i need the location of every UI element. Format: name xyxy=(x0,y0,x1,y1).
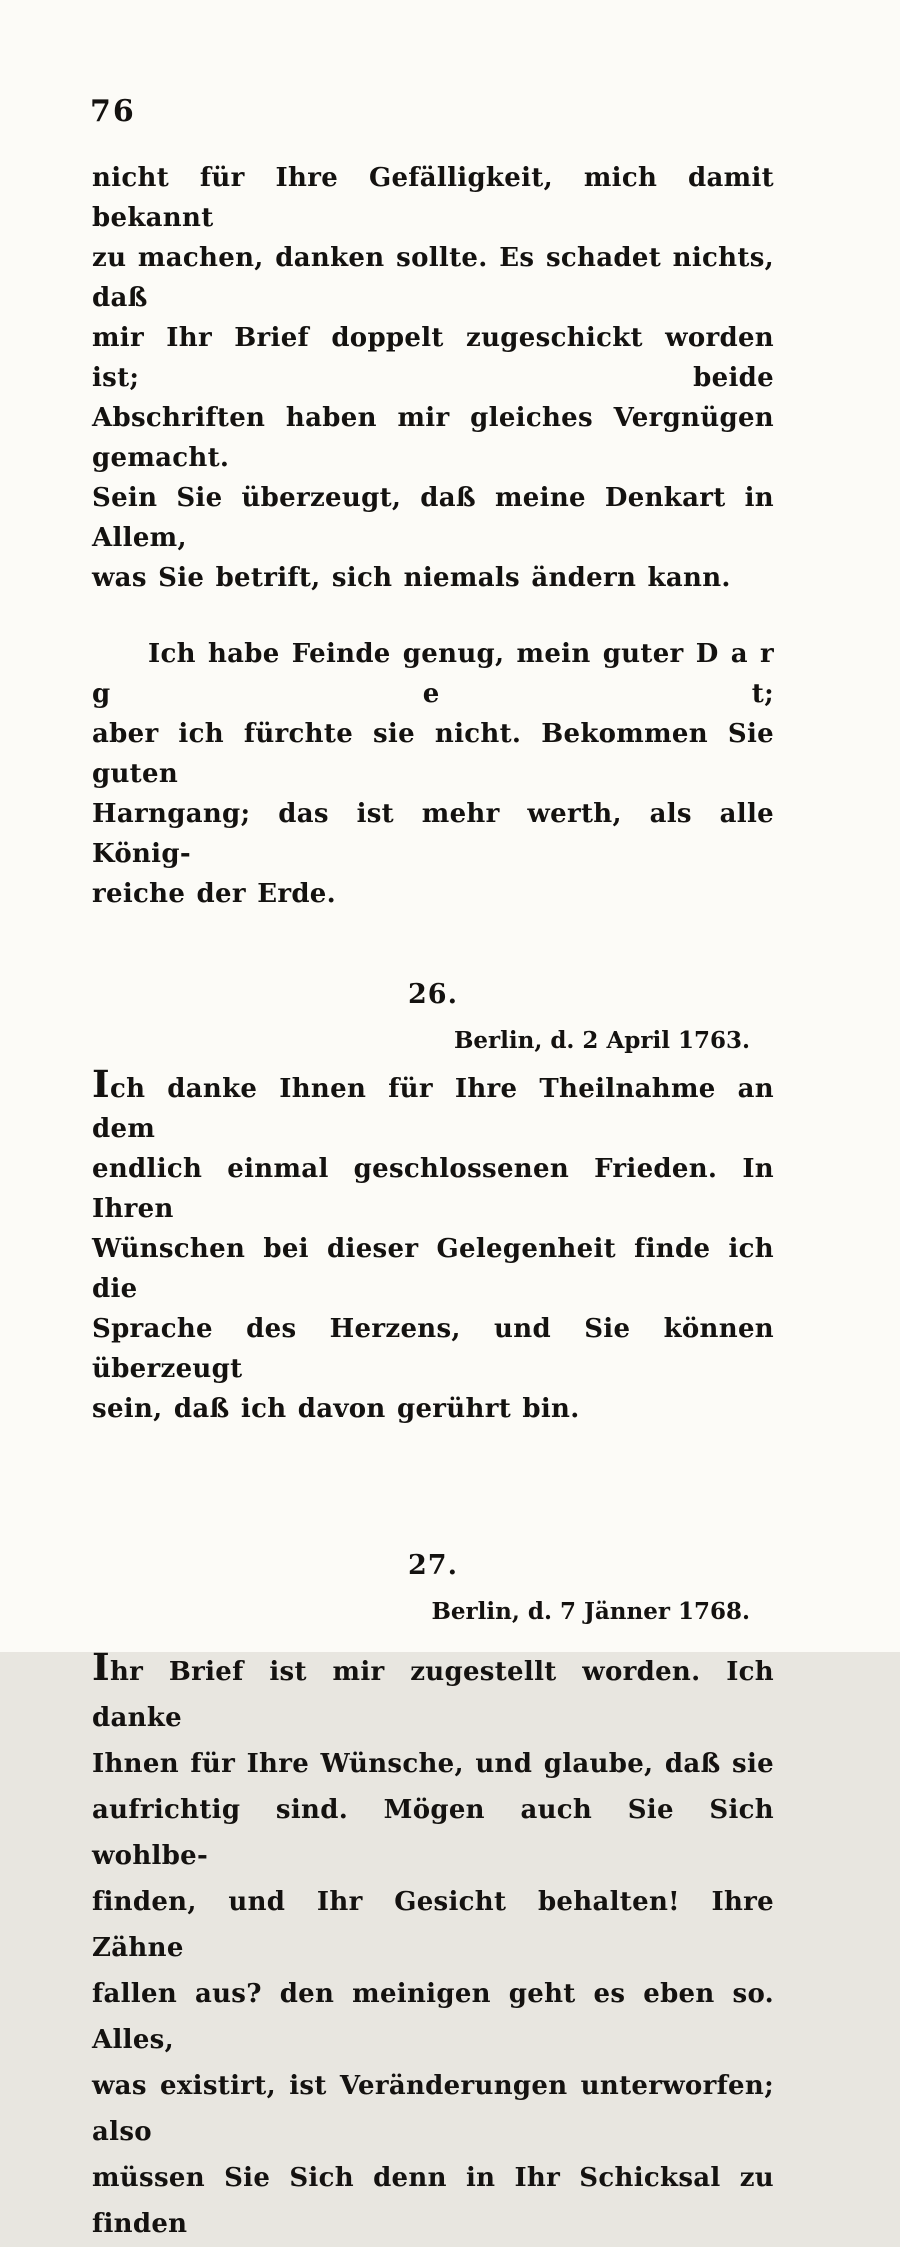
text-line: fallen aus? den meinigen geht es eben so. Alles, xyxy=(92,1979,774,2055)
text-line: was Sie betrift, sich niemals ändern kann. xyxy=(92,563,731,593)
text-line: Sein Sie überzeugt, daß meine Denkart in Allem, xyxy=(92,483,774,553)
text-line: finden, und Ihr Gesicht behalten! Ihre Zähne xyxy=(92,1887,774,1963)
letter-27-body xyxy=(92,1645,774,2247)
text-line: sein, daß ich davon gerührt bin. xyxy=(92,1394,580,1424)
text-line: nicht für Ihre Gefälligkeit, mich damit bekannt xyxy=(92,163,774,233)
paragraph-letter-25-continuation xyxy=(92,158,774,598)
text-line: Ich habe Feinde genug, mein guter D a r g e t; xyxy=(92,639,774,709)
text-line: Harngang; das ist mehr werth, als alle König- xyxy=(92,799,774,869)
text-line: Ihnen für Ihre Wünsche, und glaube, daß sie xyxy=(92,1749,774,1779)
letter-27-dateline: Berlin, d. 7 Jänner 1768. xyxy=(431,1598,750,1625)
text-line: Sprache des Herzens, und Sie können überzeugt xyxy=(92,1314,774,1384)
text-line: zu machen, danken sollte. Es schadet nichts, daß xyxy=(92,243,774,313)
page-number: 76 xyxy=(90,94,136,129)
text-block xyxy=(92,158,774,2247)
paragraph-letter-25-closing xyxy=(92,634,774,914)
text-line: reiche der Erde. xyxy=(92,879,337,909)
text-line: Wünschen bei dieser Gelegenheit finde ich die xyxy=(92,1234,774,1304)
text-line: mir Ihr Brief doppelt zugeschickt worden ist; beide xyxy=(92,323,774,393)
text-line: Ich danke Ihnen für Ihre Theilnahme an dem xyxy=(92,1062,774,1144)
text-line: Ihr Brief ist mir zugestellt worden. Ich danke xyxy=(92,1645,774,1733)
letter-26-dateline: Berlin, d. 2 April 1763. xyxy=(453,1027,750,1054)
text-line: was existirt, ist Veränderungen unterworfen; also xyxy=(92,2071,774,2147)
letter-26-body xyxy=(92,1062,774,1429)
text-line: müssen Sie Sich denn in Ihr Schicksal zu finden xyxy=(92,2163,774,2239)
letter-27-heading: 27. xyxy=(408,1550,458,1581)
text-line: aber ich fürchte sie nicht. Bekommen Sie guten xyxy=(92,719,774,789)
text-line: Abschriften haben mir gleiches Vergnügen gemacht. xyxy=(92,403,774,473)
text-line: endlich einmal geschlossenen Frieden. In Ihren xyxy=(92,1154,774,1224)
text-line: aufrichtig sind. Mögen auch Sie Sich wohlbe- xyxy=(92,1795,774,1871)
letter-26-heading: 26. xyxy=(408,979,458,1010)
